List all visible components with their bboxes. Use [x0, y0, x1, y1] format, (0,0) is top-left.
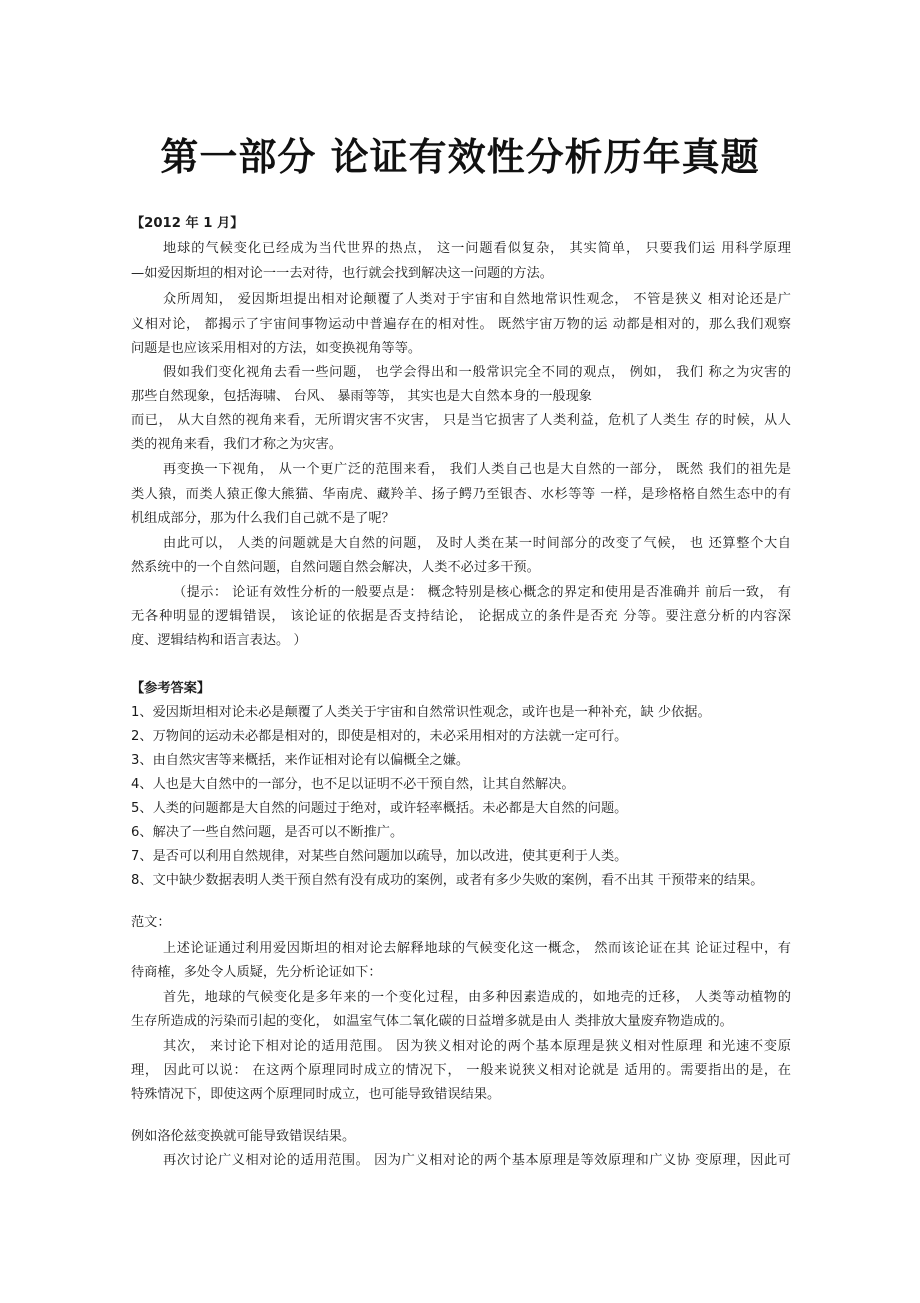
sample-line: 待商榷，多处令人质疑，先分析论证如下： — [131, 965, 382, 980]
essay-line: 那些自然现象，包括海啸、 台风、 暴雨等等， 其实也是大自然本身的一般现象 — [131, 389, 592, 404]
essay-line: 问题是也应该采用相对的方法，如变换视角等等。 — [131, 341, 422, 356]
essay-line: 度、逻辑结构和语言表达。 ） — [131, 633, 307, 648]
essay-line: 而已， 从大自然的视角来看，无所谓灾害不灾害， 只是当它损害了人类利益，危机了人类生 存的时候，从人 — [131, 413, 791, 428]
sample-line: 例如洛伦兹变换就可能导致错误结果。 — [131, 1129, 356, 1144]
sample-line: 首先，地球的气候变化是多年来的一个变化过程，由多种因素造成的，如地壳的迁移， 人类等动植物的 — [163, 990, 791, 1005]
answer-item: 8、文中缺少数据表明人类干预自然有没有成功的案例，或者有多少失败的案例，看不出其 干预带来的结果。 — [131, 873, 764, 888]
date-tag: 【2012 年 1 月】 — [131, 216, 244, 231]
answer-item: 5、人类的问题都是大自然的问题过于绝对，或许轻率概括。未必都是大自然的问题。 — [131, 801, 628, 816]
answers-heading: 【参考答案】 — [131, 681, 211, 696]
sample-line: 其次， 来讨论下相对论的适用范围。 因为狭义相对论的两个基本原理是狭义相对性原理 和光速不变原 — [163, 1039, 791, 1054]
essay-line: 无各种明显的逻辑错误， 该论证的依据是否支持结论， 论据成立的条件是否充 分等。要注意分析的内容深 — [131, 609, 791, 624]
essay-line: 由此可以， 人类的问题就是大自然的问题， 及时人类在某一时间部分的改变了气候， 也 还算整个大自 — [163, 536, 791, 551]
essay-line: —如爱因斯坦的相对论一一去对待，也行就会找到解决这一问题的方法。 — [131, 266, 553, 281]
sample-line: 再次讨论广义相对论的适用范围。 因为广义相对论的两个基本原理是等效原理和广义协 变原理，因此可 — [163, 1153, 791, 1168]
essay-line: 义相对论， 都揭示了宇宙间事物运动中普遍存在的相对性。 既然宇宙万物的运 动都是相对的，那么我们观察 — [131, 317, 791, 332]
answer-item: 6、解决了一些自然问题，是否可以不断推广。 — [131, 825, 404, 840]
sample-line: 生存所造成的污染而引起的变化， 如温室气体二氧化碳的日益增多就是由人 类排放大量废弃物造成的。 — [131, 1014, 733, 1029]
essay-line: 机组成部分，那为什么我们自己就不是了呢？ — [131, 511, 395, 526]
answer-item: 4、人也是大自然中的一部分，也不足以证明不必干预自然，让其自然解决。 — [131, 777, 575, 792]
answer-item: 7、是否可以利用自然规律，对某些自然问题加以疏导，加以改进，使其更利于人类。 — [131, 849, 628, 864]
sample-line: 理， 因此可以说： 在这两个原理同时成立的情况下， 一般来说狭义相对论就是 适用的。需要指出的是，在 — [131, 1063, 791, 1078]
essay-line: （提示： 论证有效性分析的一般要点是： 概念特别是核心概念的界定和使用是否准确并 前后一致， 有 — [173, 585, 791, 600]
essay-line: 类的视角来看，我们才称之为灾害。 — [131, 437, 342, 452]
essay-line: 类人猿，而类人猿正像大熊猫、华南虎、藏羚羊、扬子鳄乃至银杏、水杉等等 一样，是珍格格自然生态中的有 — [131, 487, 791, 502]
sample-line: 特殊情况下，即使这两个原理同时成立，也可能导致错误结果。 — [131, 1087, 501, 1102]
answer-item: 2、万物间的运动未必都是相对的，即使是相对的，未必采用相对的方法就一定可行。 — [131, 729, 628, 744]
page-title: 第一部分 论证有效性分析历年真题 — [160, 135, 760, 179]
sample-heading: 范文： — [131, 915, 171, 930]
essay-line: 地球的气候变化已经成为当代世界的热点， 这一问题看似复杂， 其实简单， 只要我们运 用科学原理 — [163, 241, 791, 256]
essay-line: 然系统中的一个自然问题，自然问题自然会解决，人类不必过多干预。 — [131, 560, 540, 575]
essay-line: 再变换一下视角， 从一个更广泛的范围来看， 我们人类自己也是大自然的一部分， 既然 我们的祖先是 — [163, 462, 791, 477]
essay-line: 众所周知， 爱因斯坦提出相对论颠覆了人类对于宇宙和自然地常识性观念， 不管是狭义 相对论还是广 — [163, 292, 791, 307]
sample-line: 上述论证通过利用爱因斯坦的相对论去解释地球的气候变化这一概念， 然而该论证在其 论证过程中，有 — [163, 941, 791, 956]
answer-item: 1、爱因斯坦相对论未必是颠覆了人类关于宇宙和自然常识性观念，或许也是一种补充，缺 少依据。 — [131, 705, 711, 720]
answer-item: 3、由自然灾害等来概括，来作证相对论有以偏概全之嫌。 — [131, 753, 470, 768]
essay-line: 假如我们变化视角去看一些问题， 也学会得出和一般常识完全不同的观点， 例如， 我们 称之为灾害的 — [163, 365, 791, 380]
